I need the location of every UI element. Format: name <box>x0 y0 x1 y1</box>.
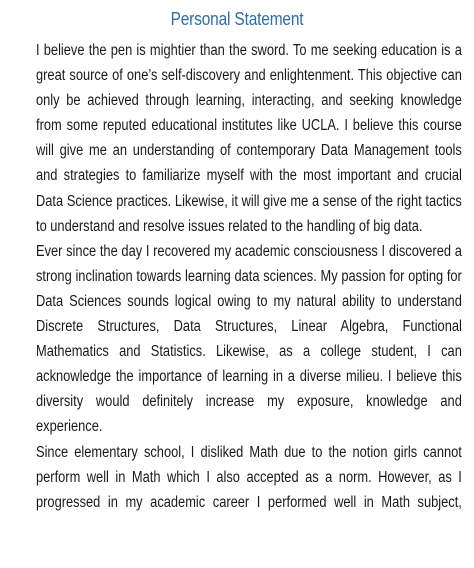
text-line: perform well in Math which I also accepted as a norm. However, as I <box>36 468 462 486</box>
text-line: Since elementary school, I disliked Math due to the notion girls cannot <box>36 443 462 461</box>
text-line: Ever since the day I recovered my academic consciousness I discovered a <box>36 242 462 260</box>
text-line: Data Science practices. Likewise, it will give me a sense of the right tactics <box>36 192 462 210</box>
text-line: acknowledge the importance of learning in a diverse milieu. I believe this <box>36 368 462 386</box>
text-line: strong inclination towards learning data sciences. My passion for opting for <box>36 267 462 285</box>
text-line: only be achieved through learning, interacting, and seeking knowledge <box>36 92 462 110</box>
text-line: I believe the pen is mightier than the sword. To me seeking education is a <box>36 42 462 59</box>
text-line: Mathematics and Statistics. Likewise, as a college student, I can <box>36 343 462 361</box>
text-line: diversity would definitely increase my exposure, knowledge and <box>36 393 462 411</box>
text-line: from some reputed educational institutes like UCLA. I believe this course <box>36 117 462 135</box>
text-line: to understand and resolve issues related to the handling of big data. <box>36 217 423 235</box>
text-line: Data Sciences sounds logical owing to my natural ability to understand <box>36 292 462 310</box>
text-line: and strategies to familiarize myself with the most important and crucial <box>36 167 462 185</box>
text-line: Discrete Structures, Data Structures, Linear Algebra, Functional <box>36 318 462 336</box>
text-line: will give me an understanding of contemporary Data Management tools <box>36 142 462 160</box>
document-title: Personal Statement <box>170 9 304 29</box>
statement-body <box>36 38 462 515</box>
text-line: experience. <box>36 418 103 436</box>
text-line: progressed in my academic career I performed well in Math subject, <box>36 493 462 511</box>
text-line: great source of one’s self-discovery and enlightenment. This objective can <box>36 67 462 85</box>
